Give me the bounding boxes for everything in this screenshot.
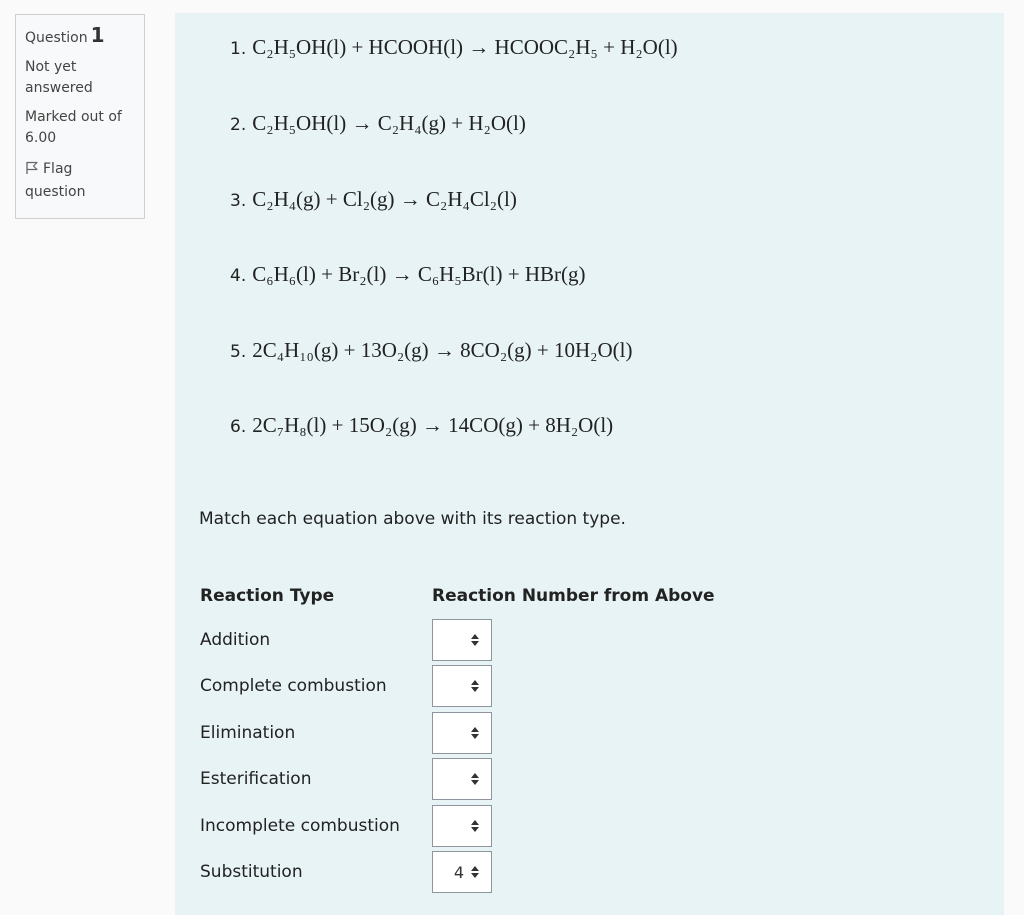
reaction-number-select-addition[interactable]	[432, 619, 492, 661]
equation-number: 6.	[230, 417, 247, 437]
question-number-line	[25, 25, 135, 49]
reaction-type-label: Elimination	[200, 723, 296, 743]
select-arrows-icon	[470, 679, 480, 693]
reaction-type-label: Addition	[200, 630, 271, 650]
reaction-number-select-esterification[interactable]	[432, 758, 492, 800]
equation-text: 2C₇H₈(l) + 15O₂(g) → 14CO(g) + 8H₂O(l)	[252, 413, 614, 437]
equation-1	[230, 35, 678, 60]
marked-out-of-value: 6.00	[25, 130, 57, 146]
answer-status-line1: Not yet	[25, 59, 77, 75]
flag-label-line1: Flag	[43, 161, 73, 177]
select-arrows-icon	[470, 819, 480, 833]
question-number: 1	[90, 23, 105, 47]
question-prompt: Match each equation above with its reaction type.	[199, 509, 626, 529]
reaction-type-label: Esterification	[200, 769, 312, 789]
reaction-number-select-substitution[interactable]	[432, 851, 492, 893]
equation-4	[230, 262, 586, 287]
answer-status-line2: answered	[25, 80, 93, 96]
equation-number: 4.	[230, 266, 247, 286]
equation-text: 2C₄H₁₀(g) + 13O₂(g) → 8CO₂(g) + 10H₂O(l)	[252, 338, 633, 362]
reaction-number-select-complete-combustion[interactable]	[432, 665, 492, 707]
reaction-number-select-incomplete-combustion[interactable]	[432, 805, 492, 847]
select-arrows-icon	[470, 772, 480, 786]
equation-number: 2.	[230, 115, 247, 135]
select-arrows-icon	[470, 726, 480, 740]
equation-number: 1.	[230, 39, 247, 59]
answer-status	[25, 57, 135, 99]
select-arrows-icon	[470, 865, 480, 879]
marked-out-of	[25, 107, 135, 149]
equation-number: 3.	[230, 191, 247, 211]
equation-text: C₂H₄(g) + Cl₂(g) → C₂H₄Cl₂(l)	[252, 187, 517, 211]
equation-6	[230, 413, 613, 438]
flag-label-line2: question	[25, 184, 86, 200]
reaction-type-label: Incomplete combustion	[200, 816, 400, 836]
flag-question-link[interactable]	[25, 159, 135, 203]
equation-2	[230, 111, 526, 136]
select-arrows-icon	[470, 633, 480, 647]
equation-3	[230, 187, 517, 212]
reaction-number-select-elimination[interactable]	[432, 712, 492, 754]
question-content	[175, 13, 1004, 915]
reaction-type-label: Complete combustion	[200, 676, 387, 696]
equation-text: C₂H₅OH(l) + HCOOH(l) → HCOOC₂H₅ + H₂O(l)	[252, 35, 678, 59]
reaction-type-label: Substitution	[200, 862, 303, 882]
marked-out-of-label: Marked out of	[25, 109, 122, 125]
equation-text: C₂H₅OH(l) → C₂H₄(g) + H₂O(l)	[252, 111, 526, 135]
question-label: Question	[25, 30, 88, 46]
equation-text: C₆H₆(l) + Br₂(l) → C₆H₅Br(l) + HBr(g)	[252, 262, 586, 286]
question-info-panel	[15, 14, 145, 219]
select-value: 4	[453, 862, 464, 882]
column-header-reaction-type: Reaction Type	[200, 586, 335, 606]
flag-icon	[25, 161, 39, 182]
column-header-reaction-number: Reaction Number from Above	[432, 586, 715, 606]
equation-5	[230, 338, 632, 363]
equation-number: 5.	[230, 342, 247, 362]
